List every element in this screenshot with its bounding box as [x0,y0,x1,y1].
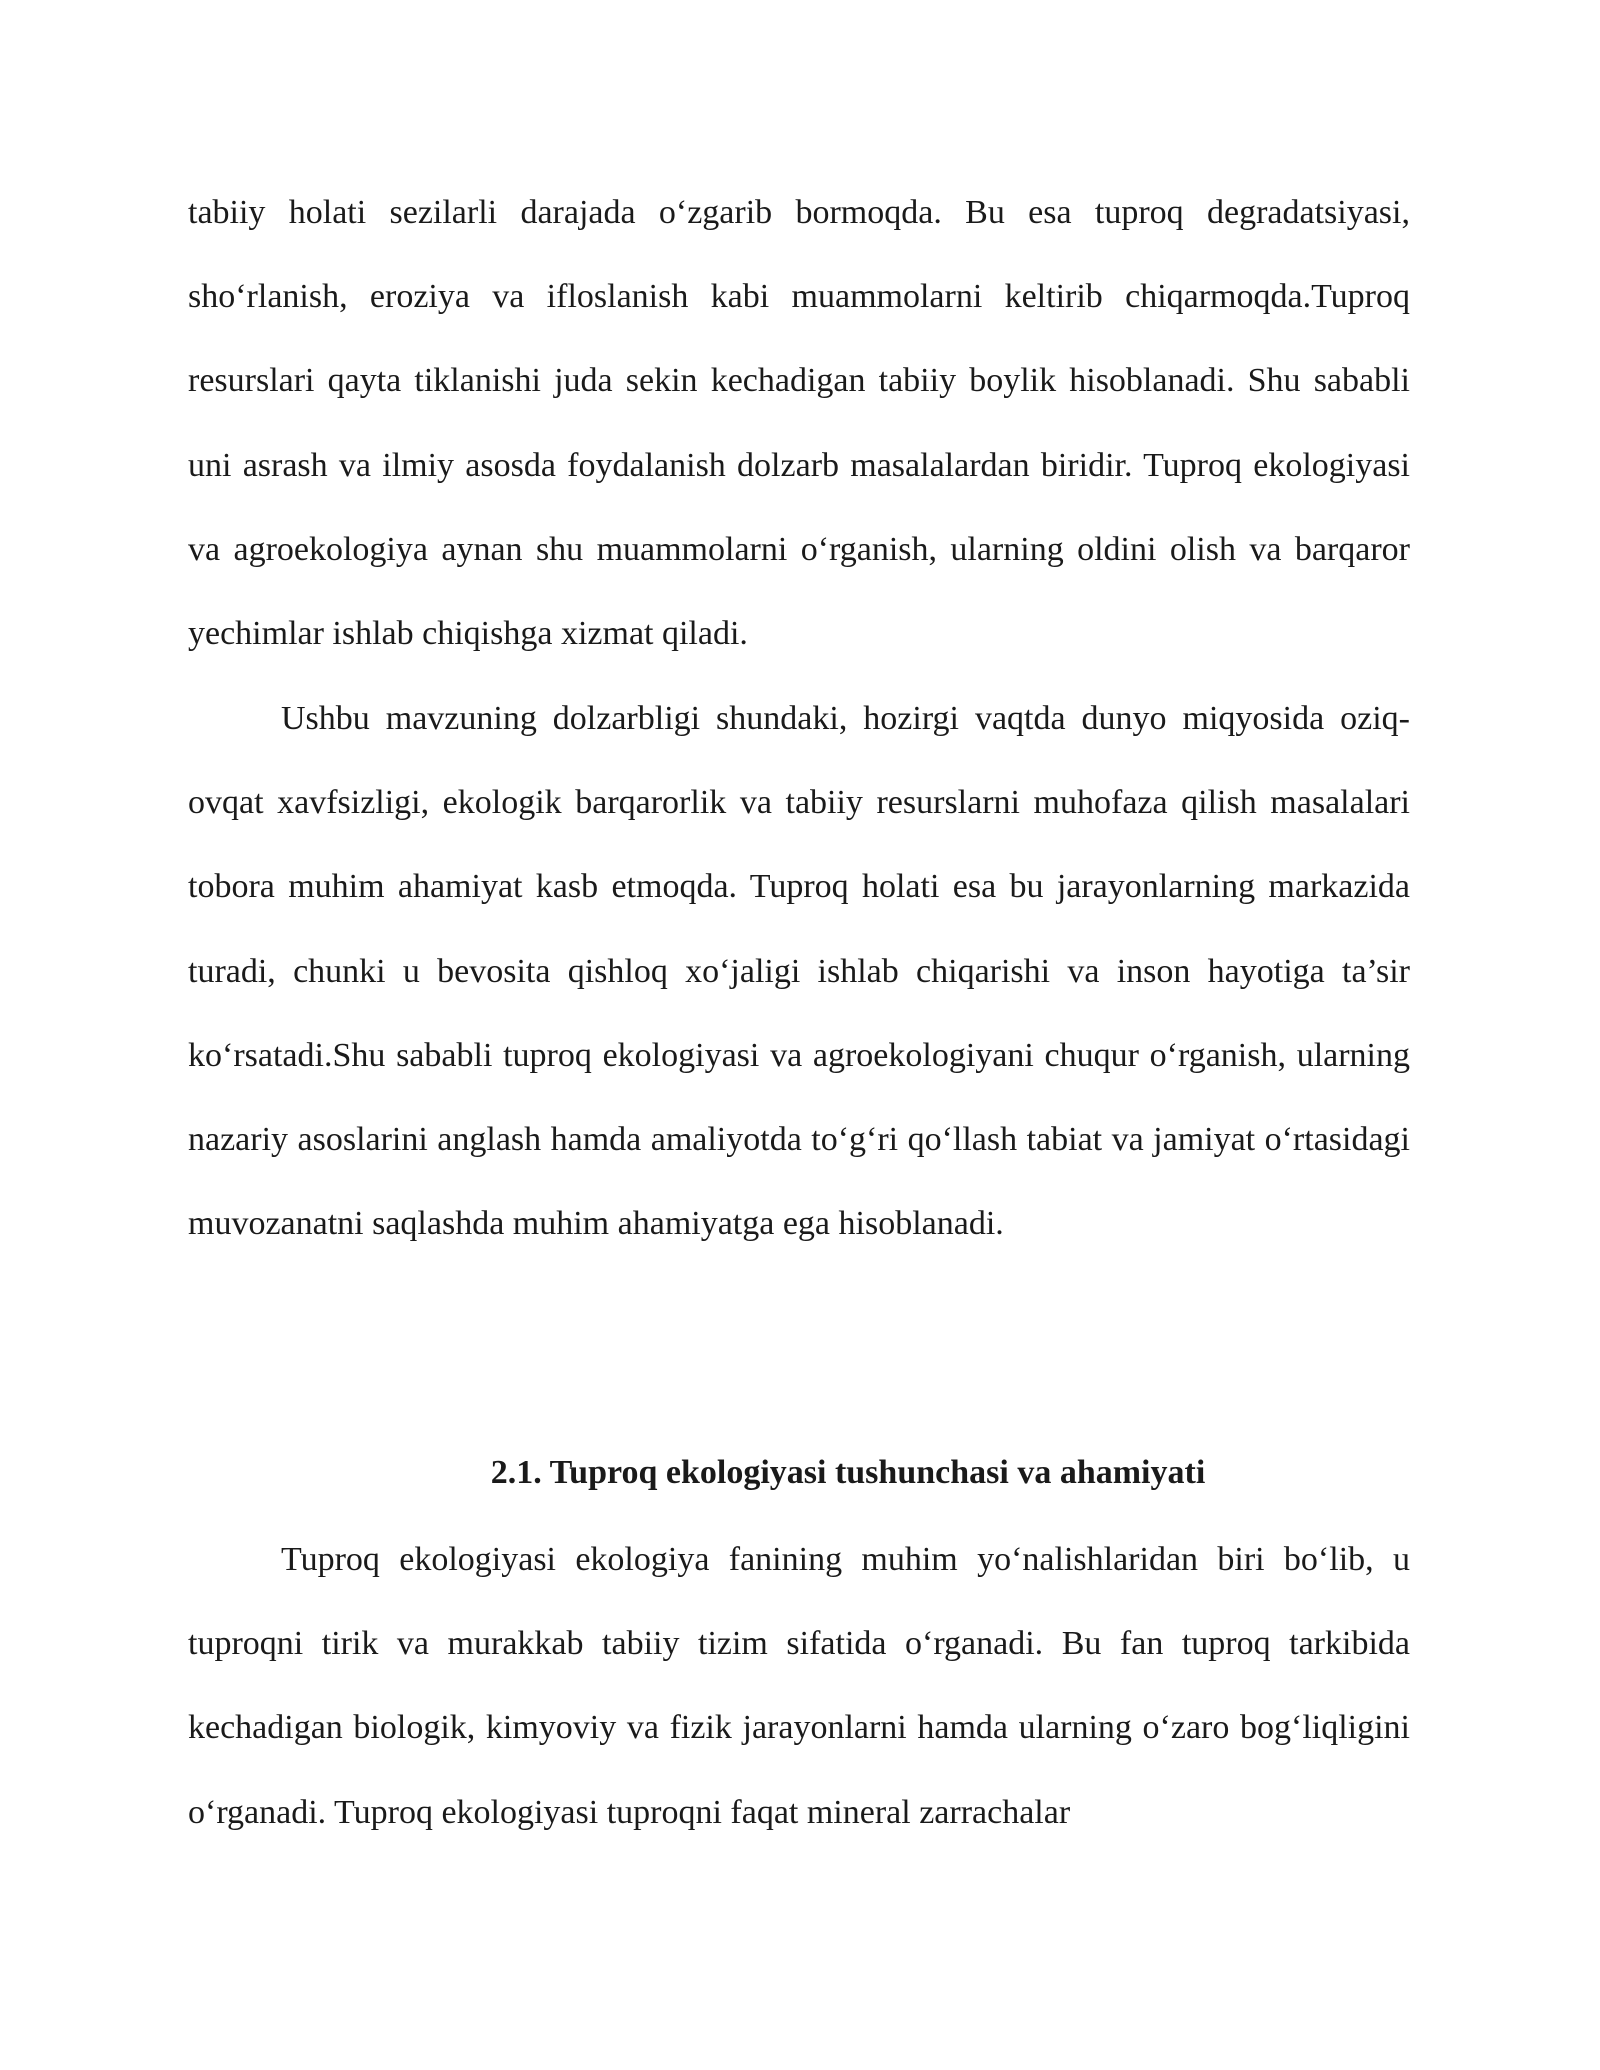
paragraph-relevance: Ushbu mavzuning dolzarbligi shundaki, hozirgi vaqtda dunyo miqyosida oziq-ovqat xavfsizligi, ekologik barqarorlik va tabiiy resurslarni muhofaza qilish masalalari tobora muhim ahamiyat kasb etmoqda. Tuproq holati esa bu jarayonlarning markazida turadi, chunki u bevosita qishloq xo‘jaligi ishlab chiqarishi va inson hayotiga ta’sir ko‘rsatadi.Shu sababli tuproq ekologiyasi va agroekologiyani chuqur o‘rganish, ularning nazariy asoslarini anglash hamda amaliyotda to‘g‘ri qo‘llash tabiat va jamiyat o‘rtasidagi muvozanatni saqlashda muhim ahamiyatga ega hisoblanadi. [188,700,1410,1243]
section-paragraph: Tuproq ekologiyasi ekologiya fanining muhim yo‘nalishlaridan biri bo‘lib, u tuproqni tirik va murakkab tabiiy tizim sifatida o‘rganadi. Bu fan tuproq tarkibida kechadigan biologik, kimyoviy va fizik jarayonlarni hamda ularning o‘zaro bog‘liqligini o‘rganadi. Tuproq ekologiyasi tuproqni faqat mineral zarrachalar [188,1541,1410,1831]
paragraph-continuation: tabiiy holati sezilarli darajada o‘zgarib bormoqda. Bu esa tuproq degradatsiyasi, sho‘rlanish, eroziya va ifloslanish kabi muammolarni keltirib chiqarmoqda.Tuproq resurslari qayta tiklanishi juda sekin kechadigan tabiiy boylik hisoblanadi. Shu sababli uni asrash va ilmiy asosda foydalanish dolzarb masalalardan biridir. Tuproq ekologiyasi va agroekologiya aynan shu muammolarni o‘rganish, ularning oldini olish va barqaror yechimlar ishlab chiqishga xizmat qiladi. [188,194,1410,653]
section-heading: 2.1. Tuproq ekologiyasi tushunchasi va ahamiyati [490,1454,1206,1491]
